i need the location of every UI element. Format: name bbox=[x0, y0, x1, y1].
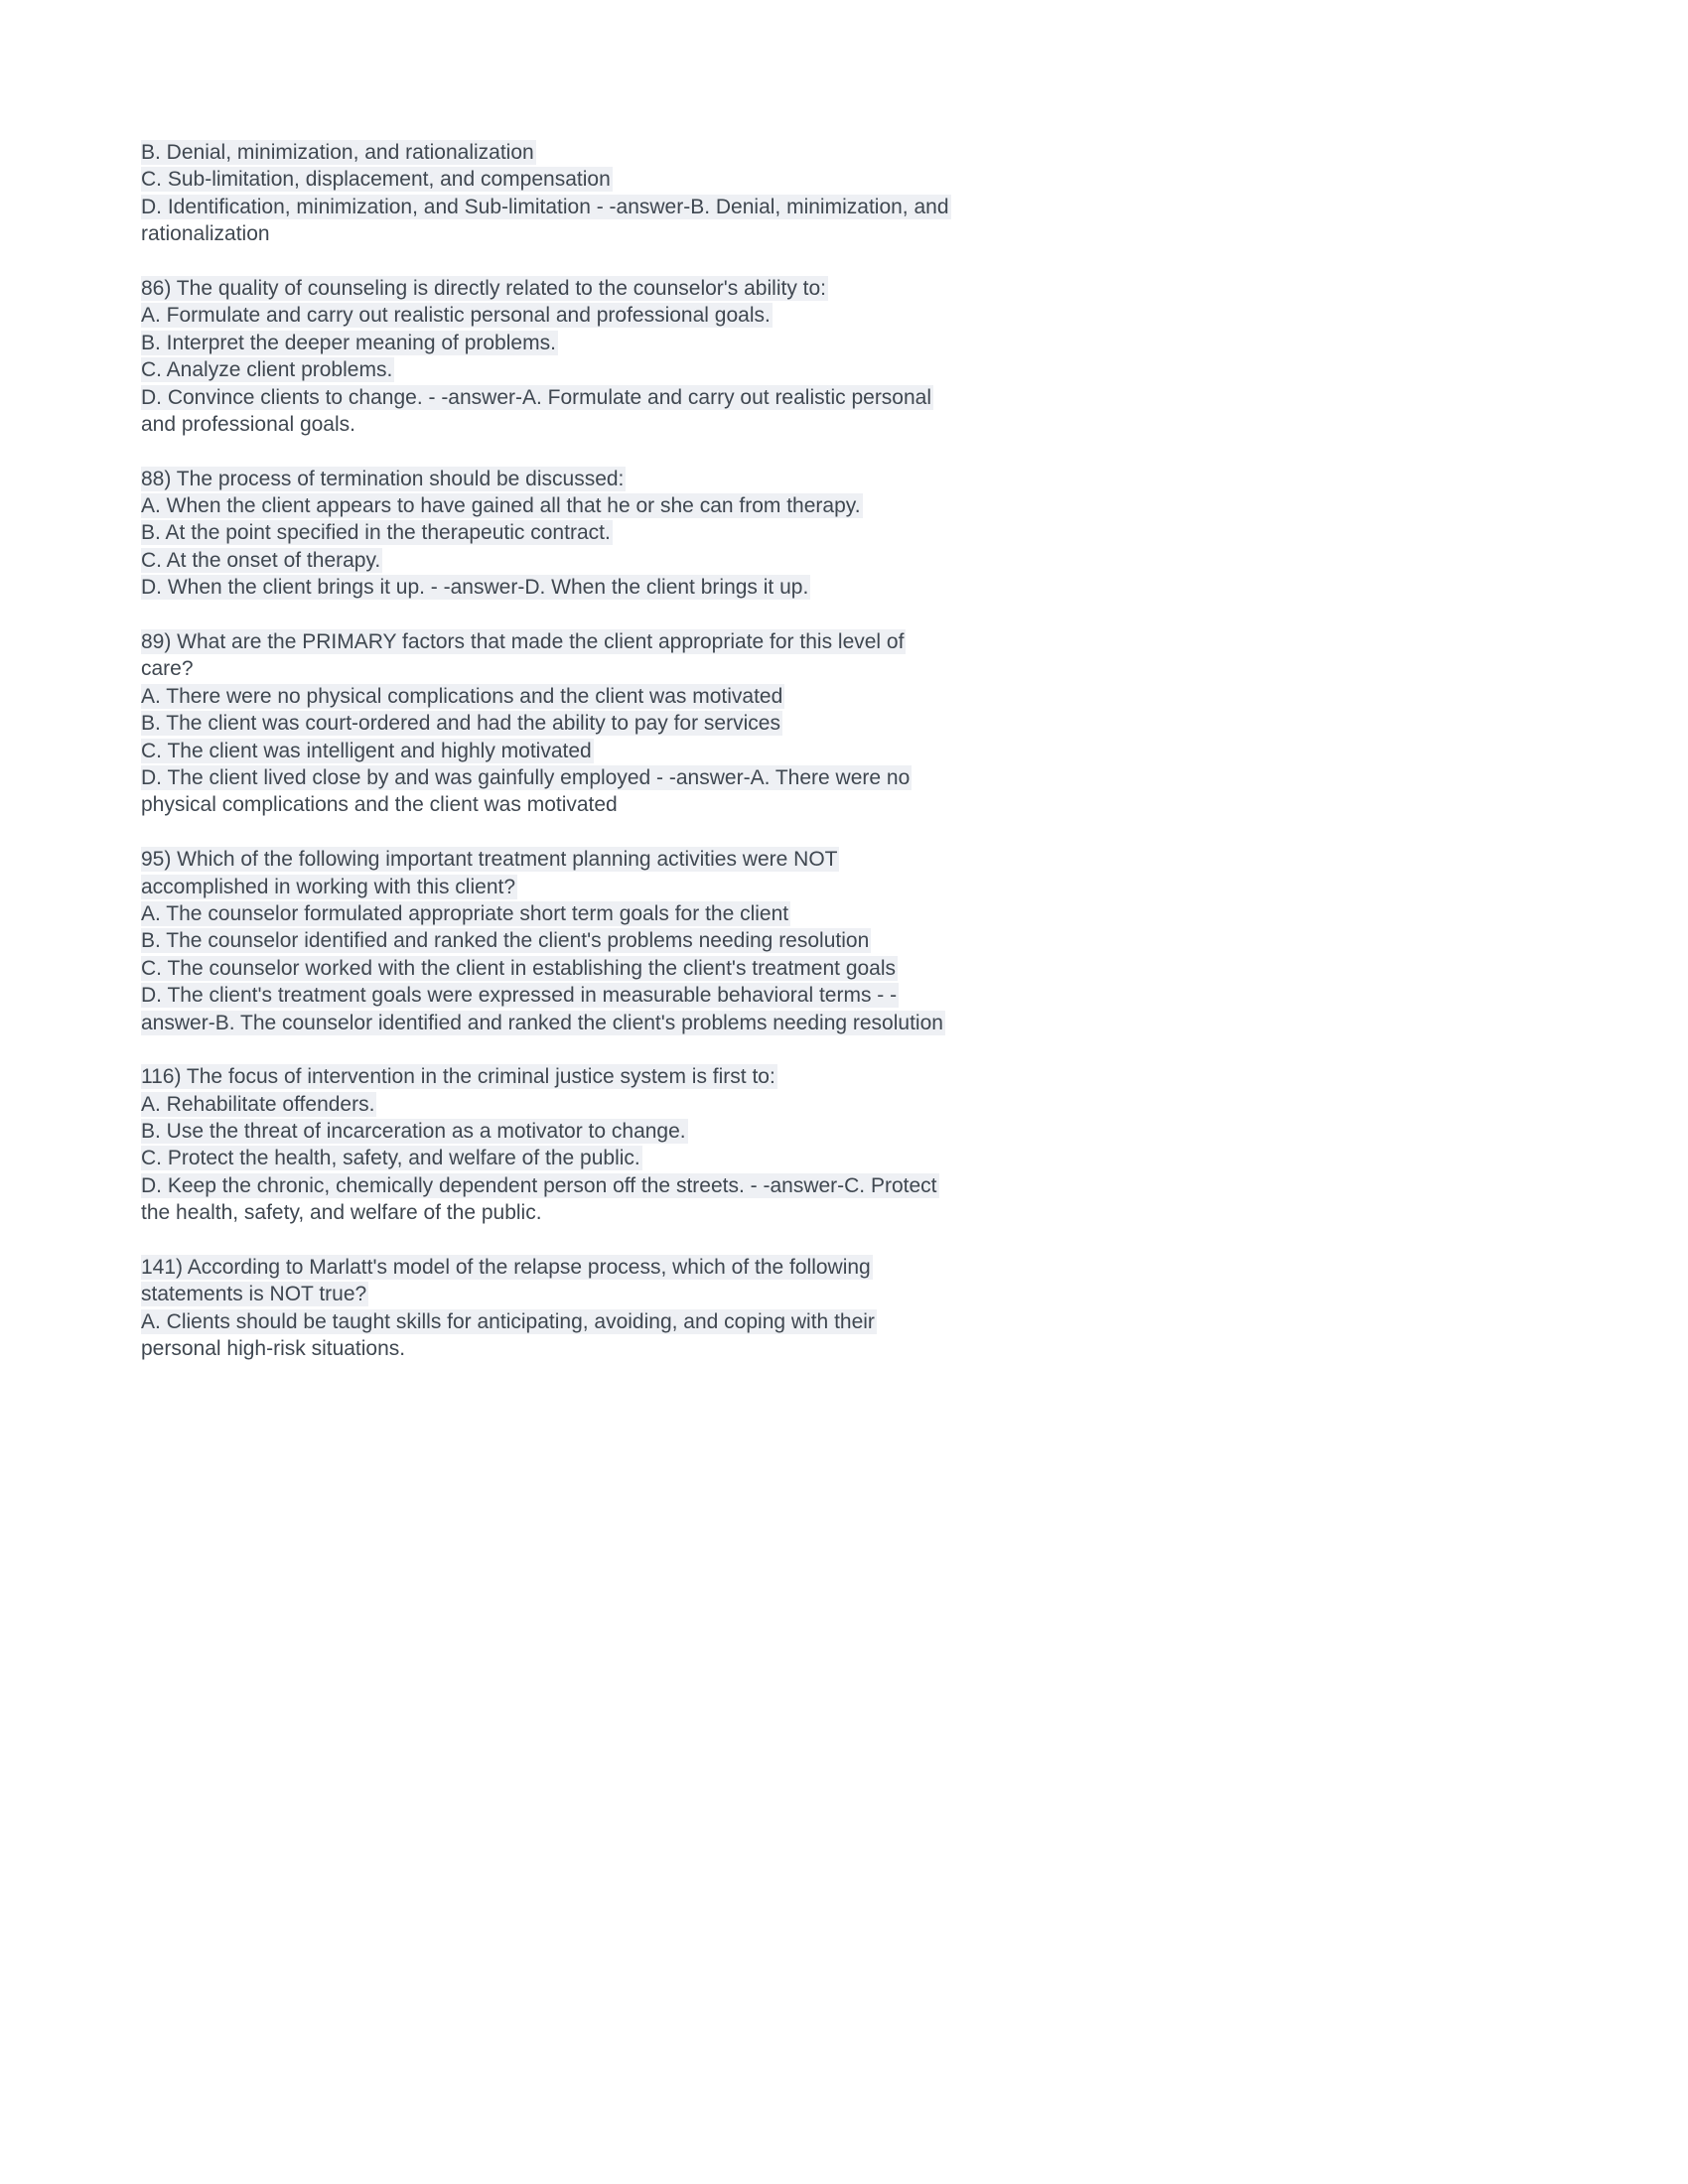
paragraph bbox=[141, 846, 1233, 1036]
highlighted-text: C. At the onset of therapy. bbox=[141, 548, 381, 572]
highlighted-text: B. The client was court-ordered and had the ability to pay for services bbox=[141, 712, 780, 736]
highlighted-text: A. Formulate and carry out realistic personal and professional goals. bbox=[141, 304, 771, 328]
text-line bbox=[141, 1063, 1233, 1090]
highlighted-text: B. Interpret the deeper meaning of problems. bbox=[141, 331, 556, 354]
text-line bbox=[141, 982, 1233, 1009]
text-line bbox=[141, 1199, 1233, 1226]
text-line bbox=[141, 927, 1233, 954]
text-line bbox=[141, 275, 1233, 302]
text-line bbox=[141, 384, 1233, 411]
highlighted-text: 89) What are the PRIMARY factors that made the client appropriate for this level of bbox=[141, 630, 905, 654]
text-line bbox=[141, 1335, 1233, 1362]
highlighted-text: B. The counselor identified and ranked the client's problems needing resolution bbox=[141, 929, 870, 953]
highlighted-text: B. Use the threat of incarceration as a motivator to change. bbox=[141, 1120, 686, 1144]
highlighted-text: statements is NOT true? bbox=[141, 1283, 367, 1306]
highlighted-text: B. At the point specified in the therapeutic contract. bbox=[141, 521, 611, 545]
text-line bbox=[141, 1254, 1233, 1281]
plain-text: care? bbox=[141, 657, 194, 681]
paragraph bbox=[141, 275, 1233, 438]
text-line bbox=[141, 1091, 1233, 1118]
highlighted-text: D. The client's treatment goals were expressed in measurable behavioral terms - - bbox=[141, 984, 898, 1008]
text-line bbox=[141, 492, 1233, 519]
text-line bbox=[141, 166, 1233, 193]
paragraph bbox=[141, 1063, 1233, 1226]
paragraph bbox=[141, 466, 1233, 602]
highlighted-text: C. The client was intelligent and highly motivated bbox=[141, 739, 592, 762]
text-line bbox=[141, 900, 1233, 927]
highlighted-text: B. Denial, minimization, and rationalization bbox=[141, 141, 534, 164]
document-content bbox=[141, 139, 1233, 1390]
paragraph bbox=[141, 1254, 1233, 1363]
text-line bbox=[141, 955, 1233, 982]
highlighted-text: C. The counselor worked with the client in establishing the client's treatment goals bbox=[141, 956, 897, 980]
text-line bbox=[141, 139, 1233, 166]
text-line bbox=[141, 874, 1233, 900]
highlighted-text: D. Keep the chronic, chemically dependent person off the streets. - -answer-C. Protect bbox=[141, 1173, 937, 1197]
highlighted-text: 86) The quality of counseling is directly related to the counselor's ability to: bbox=[141, 276, 826, 300]
paragraph bbox=[141, 139, 1233, 248]
plain-text: the health, safety, and welfare of the public. bbox=[141, 1201, 542, 1225]
text-line bbox=[141, 683, 1233, 710]
text-line bbox=[141, 738, 1233, 764]
highlighted-text: 116) The focus of intervention in the criminal justice system is first to: bbox=[141, 1065, 775, 1089]
highlighted-text: C. Analyze client problems. bbox=[141, 358, 393, 382]
text-line bbox=[141, 330, 1233, 356]
highlighted-text: A. Rehabilitate offenders. bbox=[141, 1092, 375, 1116]
text-line bbox=[141, 628, 1233, 655]
text-line bbox=[141, 655, 1233, 682]
text-line bbox=[141, 220, 1233, 247]
text-line bbox=[141, 791, 1233, 818]
text-line bbox=[141, 356, 1233, 383]
text-line bbox=[141, 1118, 1233, 1145]
text-line bbox=[141, 710, 1233, 737]
highlighted-text: A. There were no physical complications and the client was motivated bbox=[141, 684, 783, 708]
highlighted-text: 95) Which of the following important treatment planning activities were NOT bbox=[141, 848, 838, 872]
text-line bbox=[141, 466, 1233, 492]
text-line bbox=[141, 411, 1233, 438]
highlighted-text: 141) According to Marlatt's model of the relapse process, which of the following bbox=[141, 1256, 871, 1280]
plain-text: rationalization bbox=[141, 222, 270, 246]
text-line bbox=[141, 547, 1233, 574]
text-line bbox=[141, 519, 1233, 546]
plain-text: personal high-risk situations. bbox=[141, 1337, 406, 1361]
plain-text: physical complications and the client was motivated bbox=[141, 793, 618, 817]
text-line bbox=[141, 1308, 1233, 1335]
text-line bbox=[141, 764, 1233, 791]
highlighted-text: C. Protect the health, safety, and welfare of the public. bbox=[141, 1147, 640, 1170]
highlighted-text: D. Convince clients to change. - -answer-A. Formulate and carry out realistic personal bbox=[141, 385, 932, 409]
highlighted-text: 88) The process of termination should be discussed: bbox=[141, 467, 625, 490]
highlighted-text: A. The counselor formulated appropriate short term goals for the client bbox=[141, 901, 789, 925]
text-line bbox=[141, 302, 1233, 329]
text-line bbox=[141, 1010, 1233, 1036]
text-line bbox=[141, 1145, 1233, 1171]
highlighted-text: D. Identification, minimization, and Sub-limitation - -answer-B. Denial, minimization, and bbox=[141, 195, 949, 218]
highlighted-text: A. Clients should be taught skills for anticipating, avoiding, and coping with their bbox=[141, 1309, 875, 1333]
text-line bbox=[141, 574, 1233, 601]
highlighted-text: accomplished in working with this client? bbox=[141, 875, 516, 898]
highlighted-text: D. The client lived close by and was gainfully employed - -answer-A. There were no bbox=[141, 765, 911, 789]
text-line bbox=[141, 1172, 1233, 1199]
highlighted-text: A. When the client appears to have gained all that he or she can from therapy. bbox=[141, 494, 861, 518]
text-line bbox=[141, 1281, 1233, 1307]
paragraph bbox=[141, 628, 1233, 819]
highlighted-text: answer-B. The counselor identified and ranked the client's problems needing resolution bbox=[141, 1011, 943, 1034]
text-line bbox=[141, 846, 1233, 873]
plain-text: and professional goals. bbox=[141, 412, 355, 436]
text-line bbox=[141, 194, 1233, 220]
highlighted-text: C. Sub-limitation, displacement, and compensation bbox=[141, 168, 611, 192]
highlighted-text: D. When the client brings it up. - -answer-D. When the client brings it up. bbox=[141, 576, 809, 600]
